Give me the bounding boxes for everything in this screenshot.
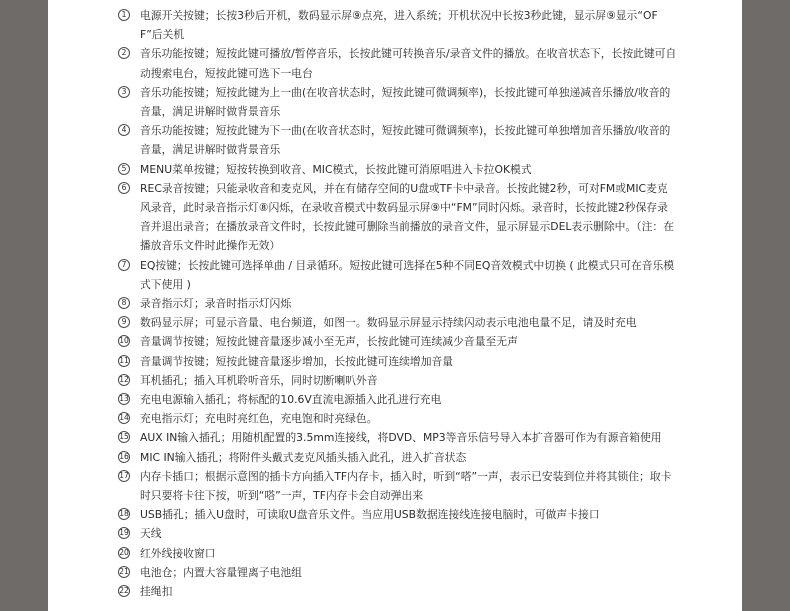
item-number-badge: 22: [119, 586, 129, 596]
list-item: [118, 467, 678, 505]
item-text: 内存卡插口；根据示意图的插卡方向插入TF内存卡，插入时，听到“嗒”一声，表示已安装到位并将其锁住；取卡时只要将卡往下按，听到“嗒”一声，TF内存卡会自动弹出来: [140, 469, 672, 503]
list-item: [118, 390, 678, 409]
item-number-badge: 3: [118, 86, 130, 98]
list-item: [118, 6, 678, 44]
item-text: 充电电源输入插孔；将标配的10.6V直流电源插入此孔进行充电: [140, 393, 442, 407]
item-text: 音乐功能按键；短按此键可播放/暂停音乐，长按此键可转换音乐/录音文件的播放。在收音状态下，长按此键可自动搜索电台，短按此键可选下一电台: [140, 47, 677, 80]
item-number-badge: 19: [119, 528, 129, 538]
item-number-badge: 2: [118, 47, 130, 59]
item-text: AUX IN输入插孔；用随机配置的3.5mm连接线，将DVD、MP3等音乐信号导入本扩音器可作为有源音箱使用: [140, 431, 662, 445]
item-number-badge: 1: [118, 9, 130, 21]
item-text: MENU菜单按键；短按转换到收音、MIC模式，长按此键可消原唱进入卡拉OK模式: [140, 162, 532, 176]
list-item: [118, 179, 678, 256]
list-item: [118, 121, 678, 159]
item-number-badge: 12: [119, 374, 129, 384]
list-item: [118, 294, 678, 313]
item-text: EQ按键；长按此键可选择单曲 / 目录循环。短按此键可选择在5种不同EQ音效模式中切换 ( 此模式只可在音乐模式下使用 ): [140, 258, 675, 291]
item-text: MIC IN输入插孔；将附件头戴式麦克风插头插入此孔，进入扩音状态: [140, 450, 467, 464]
list-item: [118, 160, 678, 179]
item-text: 耳机插孔；插入耳机聆听音乐，同时切断喇叭外音: [140, 373, 378, 387]
item-number-badge: 11: [119, 355, 129, 365]
list-item: [118, 582, 678, 601]
item-text: 录音指示灯；录音时指示灯闪烁: [140, 297, 292, 311]
item-number-badge: 13: [119, 394, 129, 404]
list-item: [118, 448, 678, 467]
item-text: 电池仓；内置大容量锂离子电池组: [140, 565, 302, 579]
list-item: [118, 256, 678, 294]
item-number-badge: 7: [118, 259, 130, 271]
list-item: [118, 83, 678, 121]
item-number-badge: 6: [118, 182, 130, 194]
item-text: REC录音按键；只能录收音和麦克风，并在有储存空间的U盘或TF卡中录音。长按此键2秒，可对FM或MIC麦克风录音，此时录音指示灯⑧闪烁，在录收音模式中数码显示屏⑨中“FM”同时闪烁。录音时，长按此键2秒保存录音并退出录音；在播放录音文件时，长按此键可删除当前播放的录音文件，显示屏显示DEL表示删除中。（注：在播放音乐文件时此操作无效）: [140, 181, 674, 253]
item-number-badge: 9: [118, 316, 130, 328]
item-text: 音乐功能按键；短按此键为上一曲(在收音状态时，短按此键可微调频率)，长按此键可单独递减音乐播放/收音的音量，满足讲解时做背景音乐: [140, 85, 671, 119]
list-item: [118, 524, 678, 543]
item-number-badge: 10: [119, 336, 129, 346]
list-item: [118, 371, 678, 390]
item-text: 音量调节按键；短按此键音量逐步增加，长按此键可连续增加音量: [140, 354, 454, 368]
item-number-badge: 14: [119, 413, 129, 423]
item-text: 挂绳扣: [140, 585, 173, 599]
item-number-badge: 4: [118, 124, 130, 136]
item-text: 红外线接收窗口: [140, 546, 216, 560]
item-number-badge: 8: [118, 297, 130, 309]
item-number-badge: 17: [119, 470, 129, 480]
list-item: [118, 332, 678, 351]
item-text: 数码显示屏；可显示音量、电台频道，如图一。数码显示屏显示持续闪动表示电池电量不足，请及时充电: [140, 316, 637, 330]
item-text: 充电指示灯；充电时亮红色，充电饱和时亮绿色。: [140, 412, 378, 426]
instruction-list: [118, 6, 678, 601]
item-number-badge: 16: [119, 451, 129, 461]
item-number-badge: 21: [119, 566, 129, 576]
list-item: [118, 352, 678, 371]
item-number-badge: 5: [118, 163, 130, 175]
list-item: [118, 544, 678, 563]
list-item: [118, 409, 678, 428]
item-text: 音量调节按键；短按此键音量逐步减小至无声，长按此键可连续减少音量至无声: [140, 335, 518, 349]
list-item: [118, 505, 678, 524]
list-item: [118, 313, 678, 332]
manual-page: [48, 0, 742, 611]
item-number-badge: 15: [119, 432, 129, 442]
item-number-badge: 20: [119, 547, 129, 557]
item-text: 电源开关按键；长按3秒后开机，数码显示屏⑨点亮，进入系统；开机状况中长按3秒此键，显示屏⑨显示“OFF”后关机: [140, 9, 658, 42]
item-text: 音乐功能按键；短按此键为下一曲(在收音状态时，短按此键可微调频率)，长按此键可单独增加音乐播放/收音的音量，满足讲解时做背景音乐: [140, 124, 671, 157]
item-number-badge: 18: [119, 509, 129, 519]
list-item: [118, 44, 678, 82]
item-text: USB插孔；插入U盘时，可读取U盘音乐文件。当应用USB数据连接线连接电脑时，可做声卡接口: [140, 508, 600, 522]
item-text: 天线: [140, 527, 162, 541]
list-item: [118, 563, 678, 582]
list-item: [118, 428, 678, 447]
